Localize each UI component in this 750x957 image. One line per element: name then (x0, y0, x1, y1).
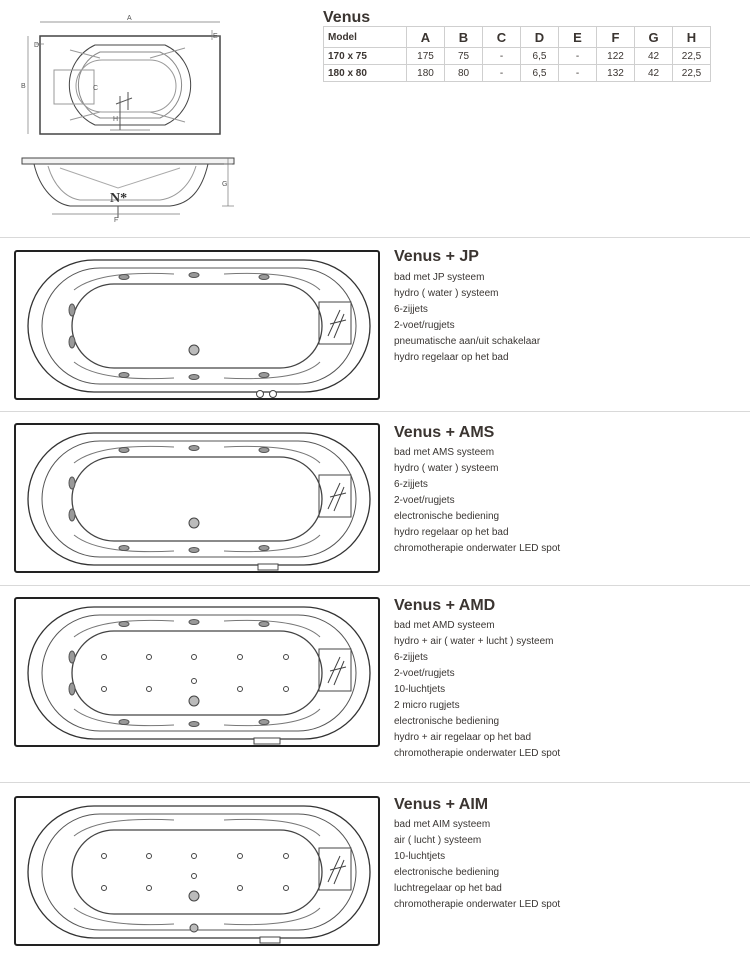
technical-drawing (0, 0, 300, 230)
variant-title-jp: Venus + JP (394, 248, 479, 265)
list-item: chromotherapie onderwater LED spot (394, 543, 561, 554)
list-item: hydro ( water ) systeem (394, 463, 499, 474)
table-row (324, 65, 711, 82)
list-item: hydro regelaar op het bad (394, 527, 509, 538)
bath-drawing-ams (14, 423, 382, 575)
list-item: pneumatische aan/uit schakelaar (394, 336, 541, 347)
section-divider (0, 782, 750, 783)
dim-label-h: H (113, 116, 119, 123)
feature-list-jp (394, 270, 540, 366)
list-item: electronische bediening (394, 511, 500, 522)
table-cell: 42 (635, 48, 673, 65)
section-divider (0, 237, 750, 238)
dim-label-d: D (34, 42, 40, 49)
dim-label-b: B (21, 83, 26, 90)
col-header-f: F (597, 27, 635, 48)
list-item: 2 micro rugjets (394, 700, 460, 711)
feature-list-ams (394, 445, 560, 557)
list-item: hydro + air ( water + lucht ) systeem (394, 636, 554, 647)
feature-list-amd (394, 618, 560, 762)
table-cell: 75 (445, 48, 483, 65)
table-cell: - (559, 48, 597, 65)
col-header-g: G (635, 27, 673, 48)
list-item: hydro regelaar op het bad (394, 352, 509, 363)
col-header-e: E (559, 27, 597, 48)
variant-title-amd: Venus + AMD (394, 597, 496, 614)
cell-model: 180 x 80 (324, 65, 407, 82)
list-item: bad met AMD systeem (394, 620, 495, 631)
dim-label-n: N* (110, 191, 128, 206)
list-item: electronische bediening (394, 716, 500, 727)
dim-label-f: F (114, 217, 119, 224)
list-item: hydro + air regelaar op het bad (394, 732, 532, 743)
top-view-drawing (28, 22, 220, 134)
table-cell: 132 (597, 65, 635, 82)
spec-header-row (324, 27, 711, 48)
dim-label-a: A (127, 15, 132, 22)
section-divider (0, 411, 750, 412)
col-header-b: B (445, 27, 483, 48)
list-item: 10-luchtjets (394, 851, 446, 862)
col-header-c: C (483, 27, 521, 48)
variant-title-aim: Venus + AIM (394, 796, 489, 813)
list-item: chromotherapie onderwater LED spot (394, 899, 561, 910)
table-cell: - (559, 65, 597, 82)
list-item: 6-zijjets (394, 304, 428, 315)
table-cell: 42 (635, 65, 673, 82)
table-cell: 6,5 (521, 65, 559, 82)
section-divider (0, 585, 750, 586)
bath-drawing-aim (14, 796, 382, 948)
list-item: 10-luchtjets (394, 684, 446, 695)
table-row (324, 48, 711, 65)
variant-title-ams: Venus + AMS (394, 424, 495, 441)
list-item: 6-zijjets (394, 652, 428, 663)
col-header-d: D (521, 27, 559, 48)
table-cell: 175 (407, 48, 445, 65)
list-item: bad met JP systeem (394, 272, 485, 283)
spec-title: Venus (323, 9, 371, 26)
list-item: 6-zijjets (394, 479, 428, 490)
table-cell: 80 (445, 65, 483, 82)
table-cell: 22,5 (673, 65, 711, 82)
table-cell: 180 (407, 65, 445, 82)
spec-table (323, 26, 711, 82)
col-header-model: Model (324, 27, 407, 48)
table-cell: - (483, 48, 521, 65)
dim-label-c: C (93, 85, 99, 92)
list-item: luchtregelaar op het bad (394, 883, 502, 894)
feature-list-aim (394, 817, 560, 913)
cell-model: 170 x 75 (324, 48, 407, 65)
bath-drawing-jp (14, 250, 382, 402)
list-item: 2-voet/rugjets (394, 320, 455, 331)
table-cell: 22,5 (673, 48, 711, 65)
table-cell: 122 (597, 48, 635, 65)
list-item: hydro ( water ) systeem (394, 288, 499, 299)
list-item: 2-voet/rugjets (394, 668, 455, 679)
table-cell: - (483, 65, 521, 82)
table-cell: 6,5 (521, 48, 559, 65)
col-header-h: H (673, 27, 711, 48)
dim-label-g: G (222, 181, 228, 188)
list-item: bad met AMS systeem (394, 447, 495, 458)
side-view-drawing (22, 158, 234, 218)
dim-label-e: E (213, 33, 218, 40)
bath-drawing-amd (14, 597, 382, 749)
list-item: air ( lucht ) systeem (394, 835, 482, 846)
list-item: chromotherapie onderwater LED spot (394, 748, 561, 759)
list-item: electronische bediening (394, 867, 500, 878)
list-item: 2-voet/rugjets (394, 495, 455, 506)
list-item: bad met AIM systeem (394, 819, 491, 830)
col-header-a: A (407, 27, 445, 48)
